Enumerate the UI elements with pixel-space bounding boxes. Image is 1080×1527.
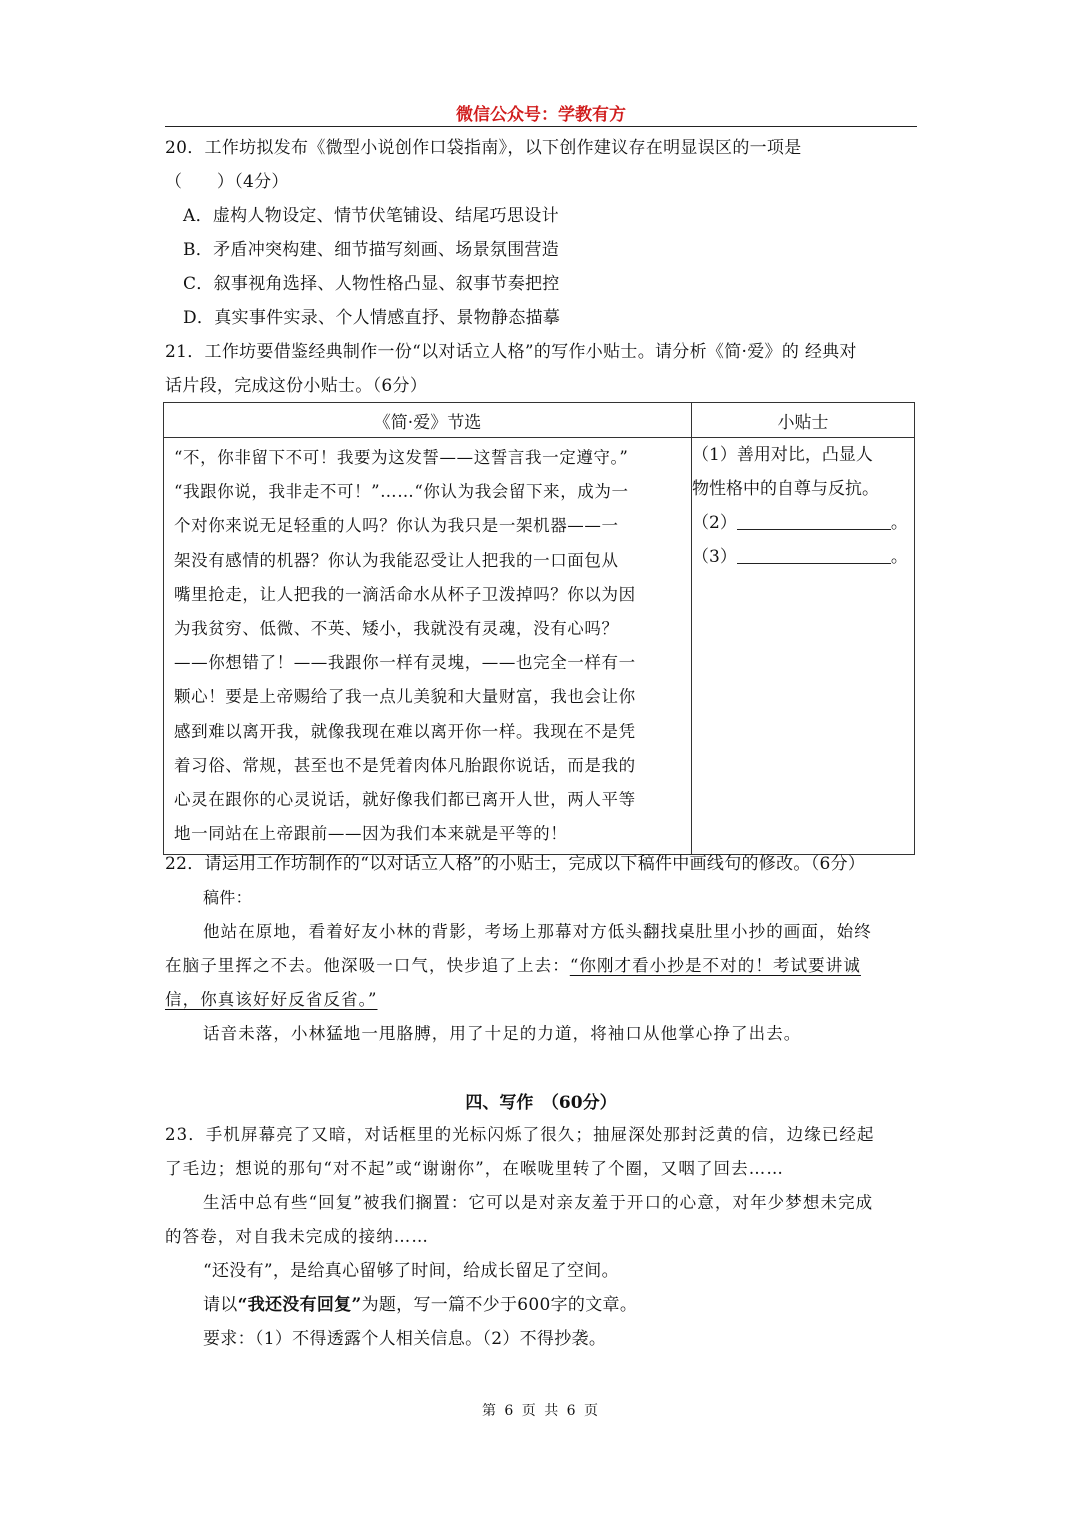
tip-3-end: 。 <box>890 547 908 567</box>
q23-line6-b: 为题，写一篇不少于600字的文章。 <box>361 1295 638 1315</box>
q20-option-c: C．叙事视角选择、人物性格凸显、叙事节奏把控 <box>183 274 560 294</box>
q22-draft-label: 稿件： <box>203 888 252 907</box>
passage-line: 嘴里抢走，让人把我的一滴活命水从杯子卫泼掉吗？你以为因 <box>174 584 636 604</box>
passage-line: 地一同站在上帝跟前——因为我们本来就是平等的！ <box>174 824 568 844</box>
passage-line: 为我贫穷、低微、不英、矮小，我就没有灵魂，没有心吗？ <box>174 618 619 638</box>
header-watermark: 微信公众号：学教有方 <box>456 105 626 125</box>
table-header-excerpt: 《简·爱》节选 <box>164 403 692 438</box>
q23-line5: “还没有”，是给真心留够了时间，给成长留足了空间。 <box>203 1261 619 1281</box>
q23-essay-title: “我还没有回复” <box>237 1295 362 1315</box>
tip-2-blank[interactable] <box>737 511 891 530</box>
tip-3 <box>692 540 914 574</box>
q23-line1: 23．手机屏幕亮了又暗，对话框里的光标闪烁了很久；抽屉深处那封泛黄的信，边缘已经起 <box>165 1125 875 1144</box>
q23-line4: 的答卷，对自我未完成的接纳…… <box>165 1227 429 1246</box>
q20-score: （ ）（4分） <box>165 172 289 192</box>
q20-stem: 20．工作坊拟发布《微型小说创作口袋指南》，以下创作建议存在明显误区的一项是 <box>165 138 802 158</box>
q23-line6-a: 请以 <box>203 1295 238 1315</box>
tip-3-blank[interactable] <box>737 545 891 564</box>
table-header-tips: 小贴士 <box>692 403 915 438</box>
jane-eyre-table <box>163 402 915 855</box>
passage-line: ——你想错了！——我跟你一样有灵塊，——也完全一样有一 <box>174 653 636 673</box>
tip-2-end: 。 <box>890 513 908 533</box>
passage-line: 个对你来说无足轻重的人吗？你认为我只是一架机器——一 <box>174 516 619 536</box>
q22-stem: 22．请运用工作坊制作的“以对话立人格”的小贴士，完成以下稿件中画线句的修改。（6分） <box>165 854 866 874</box>
tip-3-label: （3） <box>692 547 737 567</box>
header-divider <box>165 126 917 127</box>
tips-cell <box>692 438 915 855</box>
passage-line: 架没有感情的机器？你认为我能忍受让人把我的一口面包从 <box>174 550 619 570</box>
q23-line3: 生活中总有些“回复”被我们搁置：它可以是对亲友羞于开口的心意，对年少梦想未完成 <box>203 1193 874 1212</box>
passage-line: “我跟你说，我非走不可！”……“你认为我会留下来，成为一 <box>174 482 629 502</box>
q22-draft-plain: 在脑子里挥之不去。他深吸一口气，快步追了上去： <box>165 956 570 975</box>
passage-line: 着习俗、常规，甚至也不是凭着肉体凡胎跟你说话，而是我的 <box>174 755 636 775</box>
q23-line2: 了毛边；想说的那句“对不起”或“谢谢你”，在喉咙里转了个圈，又咽了回去…… <box>165 1159 784 1178</box>
q21-stem: 21．工作坊要借鉴经典制作一份“以对话立人格”的写作小贴士。请分析《简·爱》的 经典对 <box>165 342 857 362</box>
passage-line: 感到难以离开我，就像我现在难以离开你一样。我现在不是凭 <box>174 721 636 741</box>
section-title-writing: 四、写作 （60分） <box>465 1093 617 1113</box>
tip-1-line1: （1）善用对比，凸显人 <box>692 445 873 465</box>
q22-draft-para2: 话音未落，小林猛地一甩胳膊，用了十足的力道，将袖口从他掌心挣了出去。 <box>203 1024 802 1043</box>
page-footer: 第 6 页 共 6 页 <box>481 1403 601 1419</box>
passage-line: “不，你非留下不可！我要为这发誓——这誓言我一定遵守。” <box>174 448 629 467</box>
tip-2-label: （2） <box>692 513 737 533</box>
tip-2 <box>692 506 914 540</box>
q22-draft-line2 <box>165 954 861 978</box>
q22-underlined-sentence: “你刚才看小抄是不对的！考试要讲诚 <box>569 956 861 975</box>
tip-1-line2: 物性格中的自尊与反抗。 <box>692 479 879 499</box>
q20-option-d: D．真实事件实录、个人情感直抒、景物静态描摹 <box>183 308 561 328</box>
q23-line6 <box>203 1293 637 1317</box>
passage-line: 心灵在跟你的心灵说话，就好像我们都已离开人世，两人平等 <box>174 789 636 809</box>
passage-cell <box>164 438 692 855</box>
q22-draft-line1: 他站在原地，看着好友小林的背影，考场上那幕对方低头翻找桌肚里小抄的画面，始终 <box>203 922 872 941</box>
q20-option-b: B．矛盾冲突构建、细节描写刻画、场景氛围营造 <box>183 240 560 260</box>
q22-underlined-sentence-cont: 信，你真该好好反省反省。” <box>165 990 378 1009</box>
passage-line: 颗心！要是上帝赐给了我一点儿美貌和大量财富，我也会让你 <box>174 687 636 707</box>
q21-stem-cont: 话片段，完成这份小贴士。（6分） <box>165 376 428 396</box>
q23-requirements: 要求：（1）不得透露个人相关信息。（2）不得抄袭。 <box>203 1329 607 1349</box>
q20-option-a: A．虚构人物设定、情节伏笔铺设、结尾巧思设计 <box>183 206 559 226</box>
